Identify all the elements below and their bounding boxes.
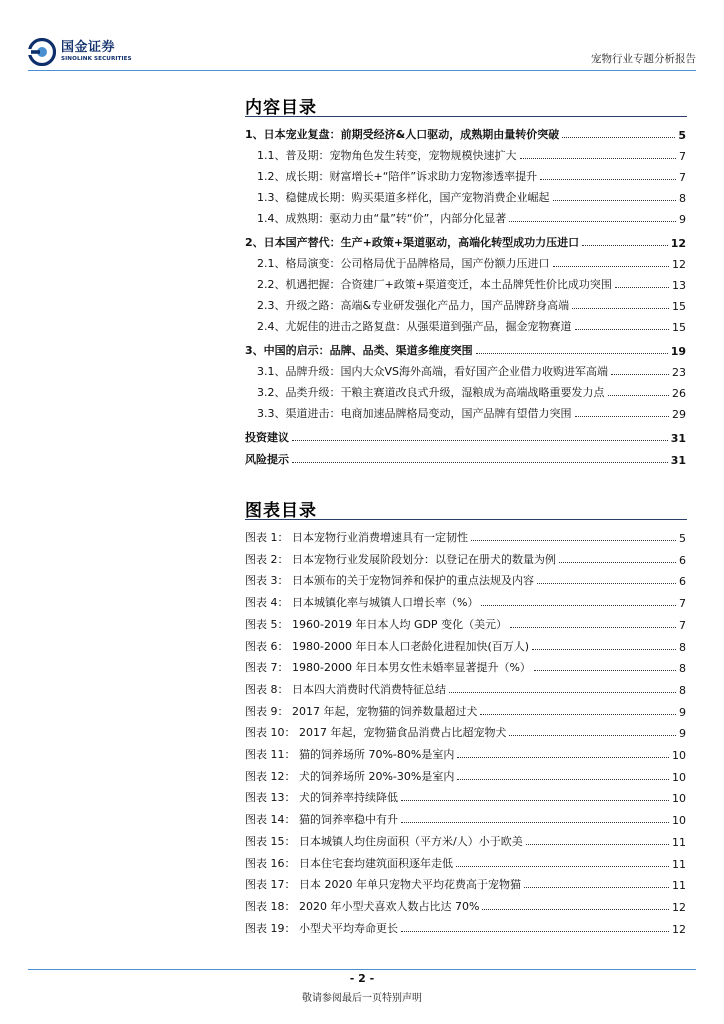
toc-subsection-entry-text: 1.2、成长期：财富增长+“陪伴”诉求助力宠物渗透率提升: [257, 170, 538, 183]
toc-subsection-entry-page: 15: [672, 300, 686, 313]
dot-leader: [457, 779, 669, 780]
figure-entry-page: 12: [672, 900, 686, 914]
figure-entry-text: 图表 6： 1980-2000 年日本人口老龄化进程加快(百万人): [245, 639, 530, 653]
figure-entry-text: 图表 2： 日本宠物行业发展阶段划分：以登记在册犬的数量为例: [245, 552, 556, 566]
toc-subsection-entry-text: 2.2、机遇把握：合资建厂+政策+渠道变迁，本土品牌凭性价比成功突围: [257, 278, 612, 291]
figure-entry-text: 图表 8： 日本四大消费时代消费特征总结: [245, 682, 446, 696]
figure-entry-page: 8: [679, 662, 686, 676]
toc-chapter-entry[interactable]: [245, 232, 686, 250]
figure-entry-page: 8: [679, 683, 686, 697]
toc-chapter-entry-text: 3、中国的启示：品牌、品类、渠道多维度突围: [245, 344, 473, 357]
figure-entry-page: 6: [679, 553, 686, 567]
figure-entry[interactable]: [245, 614, 686, 632]
toc-subsection-entry[interactable]: [257, 253, 686, 271]
header-divider: [28, 70, 696, 71]
dot-leader: [537, 583, 676, 584]
dot-leader: [553, 266, 670, 267]
figure-entry-text: 图表 3： 日本颁布的关于宠物饲养和保护的重点法规及内容: [245, 574, 534, 588]
toc-subsection-entry-page: 29: [672, 408, 686, 421]
figure-entry[interactable]: [245, 918, 686, 936]
figure-entry-text: 图表 9： 2017 年起，宠物猫的饲养数量超过犬: [245, 704, 478, 718]
figure-entry-text: 图表 12： 犬的饲养场所 20%-30%是室内: [245, 769, 455, 783]
toc-appendix-entry-text: 风险提示: [245, 453, 289, 466]
logo-english-name: SINOLINK SECURITIES: [61, 55, 132, 62]
toc-appendix-entry-page: 31: [670, 454, 686, 467]
toc-subsection-entry[interactable]: [257, 166, 686, 184]
toc-appendix-entry[interactable]: [245, 427, 686, 445]
figure-entry-page: 6: [679, 575, 686, 589]
toc-subsection-entry-page: 9: [679, 213, 686, 226]
toc-subsection-entry-page: 15: [672, 321, 686, 334]
dot-leader: [520, 158, 677, 159]
dot-leader: [540, 179, 676, 180]
dot-leader: [611, 374, 669, 375]
figures-title-underline: [245, 519, 687, 520]
toc-subsection-entry-text: 1.3、稳健成长期：购买渠道多样化，国产宠物消费企业崛起: [257, 191, 550, 204]
figure-entry-text: 图表 10： 2017 年起，宠物猫食品消费占比超宠物犬: [245, 726, 507, 740]
figure-entry[interactable]: [245, 527, 686, 545]
figures-title: 图表目录: [245, 501, 317, 521]
figure-entry-text: 图表 13： 犬的饲养率持续降低: [245, 791, 398, 805]
dot-leader: [582, 245, 668, 246]
dot-leader: [559, 562, 676, 563]
toc-title-underline: [245, 116, 687, 117]
page-number: - 2 -: [349, 972, 375, 985]
figure-entry[interactable]: [245, 809, 686, 827]
figure-entry-text: 图表 17： 日本 2020 年单只宠物犬平均花费高于宠物猫: [245, 878, 521, 892]
figure-entry[interactable]: [245, 679, 686, 697]
figure-entry-page: 7: [679, 618, 686, 632]
toc-subsection-entry-page: 26: [672, 387, 686, 400]
figure-entry[interactable]: [245, 592, 686, 610]
toc-subsection-entry[interactable]: [257, 274, 686, 292]
dot-leader: [292, 440, 668, 441]
dot-leader: [401, 822, 669, 823]
dot-leader: [615, 287, 669, 288]
toc-chapter-entry-page: 5: [678, 129, 686, 142]
dot-leader: [524, 887, 669, 888]
figure-entry-text: 图表 15： 日本城镇人均住房面积（平方米/人）小于欧美: [245, 834, 523, 848]
toc-title: 内容目录: [245, 98, 317, 118]
figure-entry-text: 图表 11： 猫的饲养场所 70%-80%是室内: [245, 748, 455, 761]
figure-entry-page: 11: [672, 879, 686, 893]
dot-leader: [553, 200, 677, 201]
figure-entry-page: 11: [672, 857, 686, 871]
footer-divider: [28, 969, 696, 970]
toc-chapter-entry[interactable]: [245, 340, 686, 358]
dot-leader: [509, 221, 676, 222]
dot-leader: [575, 416, 670, 417]
page-header: [0, 0, 724, 78]
dot-leader: [480, 714, 676, 715]
figure-entry[interactable]: [245, 766, 686, 784]
dot-leader: [572, 308, 669, 309]
dot-leader: [608, 395, 670, 396]
toc-chapter-entry-text: 1、日本宠业复盘：前期受经济&人口驱动，成熟期由量转价突破: [245, 128, 560, 141]
company-logo: [28, 38, 132, 66]
dot-leader: [401, 931, 669, 932]
dot-leader: [510, 627, 676, 628]
toc-chapter-entry-page: 12: [670, 237, 686, 250]
figure-entry-text: 图表 4： 日本城镇化率与城镇人口增长率（%）: [245, 596, 479, 610]
figure-entry-text: 图表 19： 小型犬平均寿命更长: [245, 921, 398, 935]
toc-subsection-entry-text: 2.3、升级之路：高端&专业研发强化产品力，国产品牌跻身高端: [257, 299, 570, 312]
figure-entry-page: 10: [672, 792, 686, 806]
figure-entry[interactable]: [245, 657, 686, 675]
dot-leader: [449, 692, 676, 693]
toc-subsection-entry[interactable]: [257, 145, 686, 163]
figure-entry-text: 图表 16： 日本住宅套均建筑面积逐年走低: [245, 856, 453, 870]
figure-entry-text: 图表 18： 2020 年小型犬喜欢人数占比达 70%: [245, 899, 480, 913]
toc-subsection-entry-text: 1.1、普及期：宠物角色发生转变，宠物规模快速扩大: [257, 149, 517, 162]
dot-leader: [562, 137, 675, 138]
toc-subsection-entry-text: 1.4、成熟期：驱动力由“量”转“价”，内部分化显著: [257, 212, 507, 225]
toc-subsection-entry-text: 3.1、品牌升级：国内大众VS海外高端，看好国产企业借力收购进军高端: [257, 365, 608, 378]
dot-leader: [526, 844, 669, 845]
toc-chapter-entry-text: 2、日本国产替代：生产+政策+渠道驱动，高端化转型成功力压进口: [245, 236, 580, 249]
dot-leader: [401, 800, 669, 801]
toc-subsection-entry-page: 7: [679, 150, 686, 163]
figure-entry-page: 9: [679, 727, 686, 741]
figure-entry[interactable]: [245, 570, 686, 588]
toc-subsection-entry[interactable]: [257, 382, 686, 400]
toc-subsection-entry-text: 3.2、品类升级：干粮主赛道改良式升级，湿粮成为高端战略重要发力点: [257, 386, 605, 399]
toc-subsection-entry[interactable]: [257, 208, 686, 226]
toc-chapter-entry[interactable]: [245, 124, 686, 142]
figure-entry-page: 8: [679, 640, 686, 654]
toc-subsection-entry-text: 2.1、格局演变：公司格局优于品牌格局，国产份额力压进口: [257, 257, 550, 270]
dot-leader: [471, 540, 676, 541]
toc-appendix-entry[interactable]: [245, 449, 686, 467]
logo-chinese-name: 国金证券: [61, 39, 116, 55]
toc-subsection-entry-page: 7: [679, 171, 686, 184]
dot-leader: [481, 605, 676, 606]
figure-entry[interactable]: [245, 549, 686, 567]
figure-entry-text: 图表 14： 猫的饲养率稳中有升: [245, 813, 398, 827]
figure-entry-page: 7: [679, 597, 686, 611]
figure-entry[interactable]: [245, 701, 686, 719]
toc-appendix-entry-text: 投资建议: [245, 431, 289, 444]
figure-entry-page: 10: [672, 749, 686, 762]
figure-entry[interactable]: [245, 787, 686, 805]
figure-entry[interactable]: [245, 896, 686, 914]
toc-appendix-entry-page: 31: [670, 432, 686, 445]
toc-subsection-entry-page: 23: [672, 366, 686, 379]
toc-subsection-entry-text: 2.4、尤妮佳的进击之路复盘：从强渠道到强产品，掘金宠物赛道: [257, 320, 572, 333]
figure-entry-page: 5: [679, 532, 686, 545]
toc-subsection-entry[interactable]: [257, 361, 686, 379]
toc-subsection-entry[interactable]: [257, 316, 686, 334]
figure-entry[interactable]: [245, 722, 686, 740]
figure-entry[interactable]: [245, 831, 686, 849]
figure-entry[interactable]: [245, 853, 686, 871]
figure-entry-text: 图表 5： 1960-2019 年日本人均 GDP 变化（美元）: [245, 617, 508, 631]
footer-disclaimer: 敬请参阅最后一页特别声明: [302, 993, 422, 1004]
toc-subsection-entry[interactable]: [257, 187, 686, 205]
figure-entry-page: 9: [679, 705, 686, 719]
figure-entry[interactable]: [245, 636, 686, 654]
toc-subsection-entry[interactable]: [257, 295, 686, 313]
dot-leader: [292, 462, 668, 463]
dot-leader: [509, 735, 676, 736]
figure-entry-page: 10: [672, 770, 686, 784]
dot-leader: [482, 909, 669, 910]
toc-subsection-entry-page: 13: [672, 279, 686, 292]
toc-chapter-entry-page: 19: [670, 345, 686, 358]
dot-leader: [456, 866, 669, 867]
figure-entry[interactable]: [245, 744, 686, 762]
figure-entry-page: 12: [672, 922, 686, 936]
dot-leader: [457, 757, 669, 758]
figure-entry-text: 图表 7： 1980-2000 年日本男女性未婚率显著提升（%）: [245, 661, 531, 675]
dot-leader: [534, 670, 676, 671]
figure-entry-text: 图表 1： 日本宠物行业消费增速具有一定韧性: [245, 531, 468, 544]
dot-leader: [476, 353, 668, 354]
report-type-title: 宠物行业专题分析报告: [591, 53, 696, 65]
toc-subsection-entry-page: 12: [672, 258, 686, 271]
dot-leader: [575, 329, 670, 330]
toc-subsection-entry[interactable]: [257, 403, 686, 421]
figure-entry[interactable]: [245, 874, 686, 892]
figure-entry-page: 10: [672, 814, 686, 828]
toc-subsection-entry-text: 3.3、渠道进击：电商加速品牌格局变动，国产品牌有望借力突围: [257, 407, 572, 420]
sinolink-logo-icon: [28, 38, 56, 66]
toc-subsection-entry-page: 8: [679, 192, 686, 205]
figure-entry-page: 11: [672, 835, 686, 849]
dot-leader: [532, 649, 676, 650]
